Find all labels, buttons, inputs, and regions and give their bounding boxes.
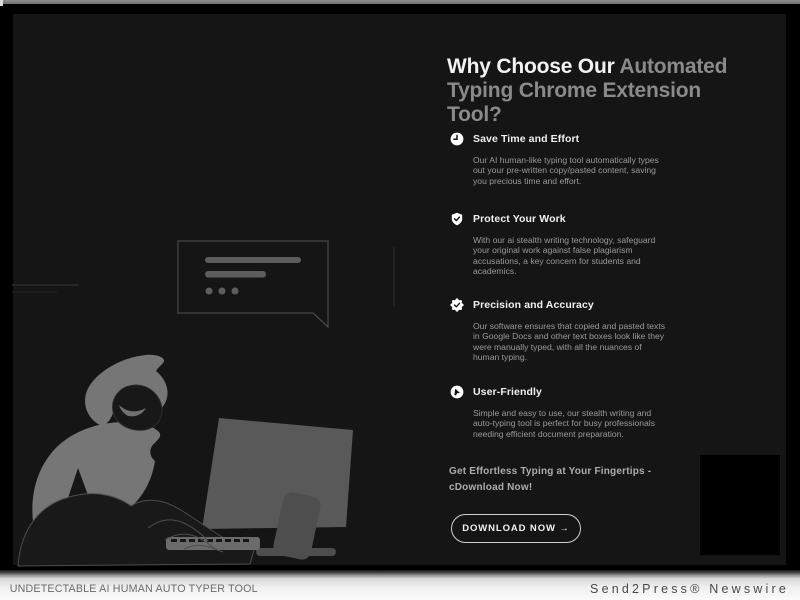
caption-title: UNDETECTABLE AI HUMAN AUTO TYPER TOOL [9, 583, 258, 595]
page-title [447, 55, 742, 127]
feature-precision [450, 298, 710, 362]
feature-title: Save Time and Effort [473, 133, 580, 145]
feature-title: User-Friendly [473, 386, 542, 398]
footer-divider [0, 570, 800, 578]
shield-check-icon [450, 212, 464, 226]
feature-title: Precision and Accuracy [473, 299, 594, 311]
feature-body: Simple and easy to use, our stealth writing and auto-typing tool is perfect for busy professionals needing efficient document preparation. [473, 408, 655, 439]
feature-save-time [450, 132, 710, 186]
clock-icon [450, 132, 464, 146]
cursor-icon [450, 385, 464, 399]
badge-check-icon [450, 298, 464, 312]
newswire-credit: Send2Press® Newswire [590, 582, 789, 596]
feature-body: With our ai stealth writing technology, safeguard your original work against false plagiarism accusations, a key concern for students and academics. [473, 235, 656, 276]
feature-body: Our AI human-like typing tool automatically types out your pre-written copy/pasted content, saving you precious time and effort. [473, 155, 659, 186]
corner-artifact [0, 0, 3, 6]
caption-bar [0, 578, 800, 600]
feature-protect-work [450, 212, 710, 276]
title-highlight: Why Choose Our [447, 55, 620, 79]
cta-text [449, 464, 719, 495]
feature-user-friendly [450, 385, 710, 439]
content-column [447, 4, 787, 570]
download-now-button[interactable]: DOWNLOAD NOW → [451, 514, 581, 543]
title-rest: Automated Typing Chrome Extension Tool? [447, 55, 728, 127]
feature-title: Protect Your Work [473, 213, 566, 225]
cta-line-1: Get Effortless Typing at Your Fingertips - [449, 466, 652, 477]
cta-line-2: cDownload Now! [449, 481, 533, 493]
feature-body: Our software ensures that copied and pasted texts in Google Docs and other text boxes look like they were manually typed, with all the nuances of human typing. [473, 321, 666, 362]
